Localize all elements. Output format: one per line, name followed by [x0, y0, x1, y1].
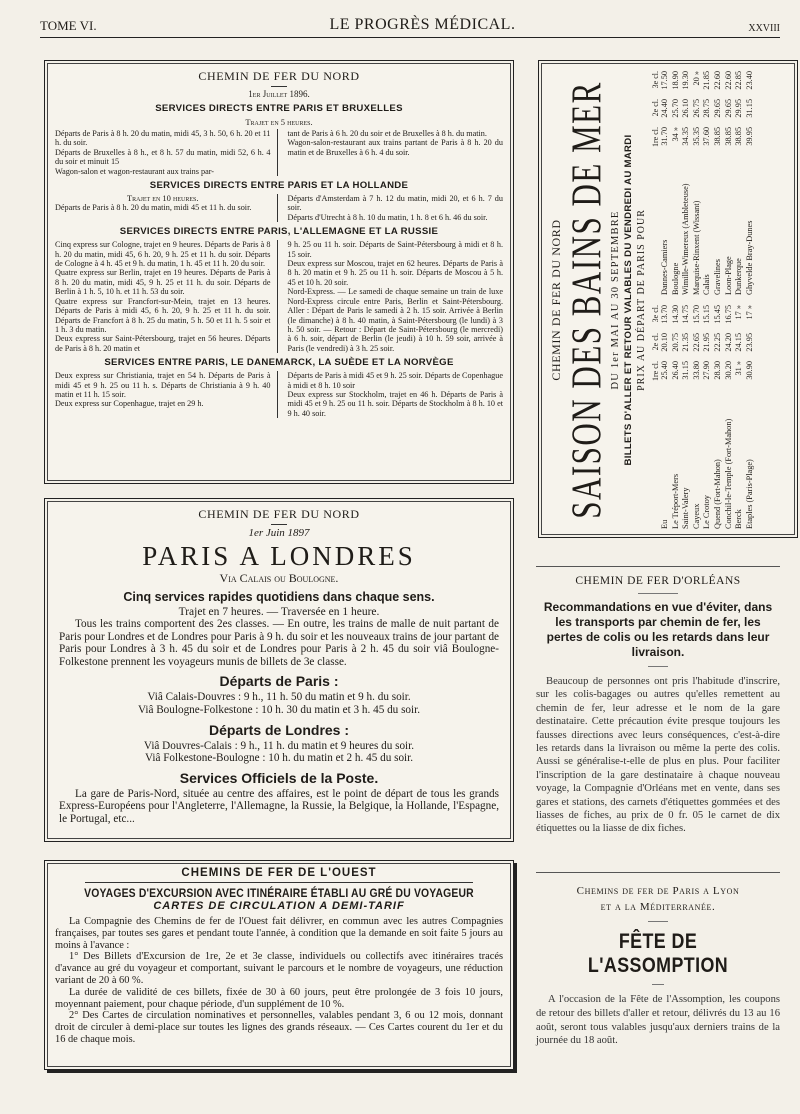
dep-londres-1: Viâ Douvres-Calais : 9 h., 11 h. du matin et 9 heures du soir.: [143, 739, 415, 752]
s3-title: SERVICES DIRECTS ENTRE PARIS, L'ALLEMAGNE ET LA RUSSIE: [119, 226, 439, 238]
destination-name: Wimille-Wimereux (Ambleteuse): [681, 183, 691, 295]
officiels-body: La gare de Paris-Nord, située au centre des affaires, est le point de départ de tous les grands Express-Européens pour l'Angleterre, l'Allemagne, la Russie, la Belgique, la Hollande, l'Espagne, le Portugal, etc...: [59, 787, 499, 825]
price-cell: 19.30: [681, 71, 691, 90]
bains-headline: SAISON DES BAINS DE MER: [562, 81, 610, 519]
destination-name: Quend (Fort-Mahon): [712, 459, 722, 529]
nord-1896-date: 1er Juillet 1896.: [248, 89, 310, 99]
bains-rotated-content: [545, 67, 793, 533]
dep-paris-title: Départs de Paris :: [219, 673, 339, 690]
price-cell: 35.35: [691, 127, 701, 146]
price-cell: 38.85: [723, 127, 733, 146]
price-cell: 30.90: [744, 361, 754, 380]
destination-name: Calais: [702, 274, 712, 295]
s4-right: Départs de Paris à midi 45 et 9 h. 25 soir. Départs de Copenhague à midi et 8 h. 10 soir Deux express sur Stockholm, trajet en 46 h. Départs de Paris à midi 45 et 9 h. 25 ou 11 h. soir. Départs de Stockholm à 8 h. 10 et 9 h. 40 soir.: [287, 371, 503, 418]
price-row: [724, 71, 735, 295]
destination-name: Le Crotoy: [702, 495, 712, 529]
price-row: [681, 305, 692, 529]
s1-left: Départs de Paris à 8 h. 20 du matin, midi 45, 3 h. 50, 6 h. 20 et 11 h. du soir. Départs de Bruxelles à 8 h., et 8 h. 57 du matin, midi 52, 6 h. 4 du soir et minuit 15 Wagon-salon et wagon-restaurant aux trains par-: [55, 129, 278, 176]
nord-1896-title: CHEMIN DE FER DU NORD: [198, 69, 360, 83]
price-row: [734, 305, 745, 529]
price-row: [671, 71, 682, 295]
journal-title: LE PROGRÈS MÉDICAL.: [329, 16, 516, 33]
price-cell: 38.85: [734, 127, 744, 146]
price-cell: 21.35: [681, 333, 691, 352]
plm-notice: [536, 872, 780, 1048]
volume-label: TOME VI.: [40, 18, 97, 33]
s3-right: 9 h. 25 ou 11 h. soir. Départs de Saint-Pétersbourg à midi et 8 h. 15 soir. Deux express sur Moscou, trajet en 62 heures. Départs de Paris à 8 h. 20 matin et 9 h. 25 ou 11 h. soir. Départs de Moscou à 5 h. 45 et 10 h. 20 soir. Nord-Express. — Le samedi de chaque semaine un train de luxe Nord-Express circule entre Paris, Berlin et Saint-Pétersbourg. Aller : Départ de Paris le samedi à 2 h. 15 soir. Arrivée à Berlin (le dimanche) à 8 h. 40 matin, à Saint-Pétersbourg (le lundi) à 3 h. 50 soir. — Retour : Départ de Saint-Pétersbourg (le mercredi) à 6 h. soir, départ de Berlin (le jeudi) à 10 h. 59 soir, arrivée à Paris (le vendredi) à 3 h. 25 soir.: [287, 240, 503, 353]
head-3: 3e cl.: [651, 305, 660, 323]
price-row: [660, 305, 671, 529]
price-cell: 22.85: [734, 71, 744, 90]
orleans-title: CHEMIN DE FER D'ORLÉANS: [575, 575, 741, 587]
bains-price-tables: [651, 67, 755, 533]
head-3: 3e cl.: [651, 71, 660, 89]
price-cell: 34.35: [681, 127, 691, 146]
price-cell: 31.70: [660, 127, 669, 146]
price-row: [692, 305, 703, 529]
destination-name: Cayeux: [691, 503, 701, 529]
destination-name: Ghyvelde Bray-Dunes: [744, 220, 754, 295]
price-cell: 20 »: [691, 71, 701, 86]
londres-date: 1er Juin 1897: [248, 527, 310, 539]
price-cell: 24.40: [660, 99, 669, 118]
price-cell: 26.10: [681, 99, 691, 118]
price-row: [713, 305, 724, 529]
bains-billets: BILLETS D'ALLER ET RETOUR VALABLES DU VENDREDI AU MARDI: [623, 134, 634, 466]
destination-name: Le Tréport-Mers: [670, 473, 680, 529]
price-cell: 31.15: [681, 361, 691, 380]
price-row: [702, 71, 713, 295]
price-cell: 16.75: [723, 305, 733, 324]
price-cell: 15.45: [712, 305, 722, 324]
price-cell: 28.30: [712, 361, 722, 380]
price-row: [692, 71, 703, 295]
price-cell: 38.85: [712, 127, 722, 146]
price-cell: 26.75: [691, 99, 701, 118]
bains-table-right: [651, 71, 755, 295]
ouest-p2: 1° Des Billets d'Excursion de 1re, 2e et 3e classe, individuels ou collectifs avec itinéraires tracés d'avance au gré du voyageur et comportant, suivant le parcours et le nombre de voyageurs, une réduction variant de 20 à 60 %.: [55, 951, 503, 986]
bains-left-rows: [660, 305, 755, 529]
s2-trajet: Trajet en 10 heures.: [126, 193, 199, 204]
destination-name: Berck: [734, 509, 744, 529]
price-cell: 28.75: [702, 99, 712, 118]
plm-title-2: et a la Méditerranée.: [600, 901, 716, 913]
price-cell: 23.40: [744, 71, 754, 90]
s1-right: tant de Paris à 6 h. 20 du soir et de Bruxelles à 8 h. du matin. Wagon-salon-restaurant aux trains partant de Paris à 8 h. 20 du matin et de Bruxelles à 6 h. 4 du soir.: [287, 129, 503, 157]
price-cell: 13.70: [660, 305, 669, 324]
paris-londres-ad: [44, 498, 514, 842]
price-row: [660, 71, 671, 295]
ouest-p3: La durée de validité de ces billets, fixée de 30 à 60 jours, peut être prolongée de 3 fois 10 jours, moyennant paiement, pour chaque période, d'un supplément de 10 %.: [55, 986, 503, 1010]
price-cell: 15.15: [702, 305, 712, 324]
price-cell: 18.90: [670, 71, 680, 90]
price-row: [713, 71, 724, 295]
s1-trajet: Trajet en 5 heures.: [245, 117, 313, 127]
s1-title: SERVICES DIRECTS ENTRE PARIS ET BRUXELLES: [155, 103, 403, 114]
head-2: 2e cl.: [651, 333, 660, 351]
price-cell: 39.95: [744, 127, 754, 146]
price-cell: 29.65: [723, 99, 733, 118]
plm-body: A l'occasion de la Fête de l'Assomption, les coupons de retour des billets d'aller et retour, délivrés du 13 au 16 août, seront tous valables jusqu'aux derniers trains de la journée du 18 août.: [536, 994, 780, 1047]
price-row: [734, 71, 745, 295]
price-cell: 20.10: [660, 333, 669, 352]
price-cell: 22.60: [723, 71, 733, 90]
plm-title-1: Chemins de fer de Paris a Lyon: [576, 885, 740, 897]
londres-via: Via Calais ou Boulogne.: [219, 571, 339, 585]
ouest-p4: 2° Des Cartes de circulation nominatives et personnelles, valables pendant 3, 6 ou 12 mois, donnant droit de circuler à demi-place sur toutes les lignes des grands réseaux. — Ces Cartes courent du 1er et du 16 de chaque mois.: [55, 1010, 503, 1045]
price-row: [671, 305, 682, 529]
price-cell: 30.20: [723, 361, 733, 380]
price-cell: 22.25: [712, 333, 722, 352]
price-row: [724, 305, 735, 529]
destination-name: Dannes-Camiers: [660, 239, 669, 295]
londres-services: Cinq services rapides quotidiens dans chaque sens.: [123, 590, 435, 604]
destination-name: Conchil-le-Temple (Fort-Mahon): [723, 418, 733, 529]
officiels-title: Services Officiels de la Poste.: [179, 769, 379, 786]
plm-headline: FÊTE DE L'ASSOMPTION: [587, 930, 729, 977]
head-1: 1re cl.: [651, 127, 660, 147]
price-cell: 37.60: [702, 127, 712, 146]
s2-left: Départs de Paris à 8 h. 20 du matin, midi 45 et 11 h. du soir.: [55, 203, 252, 213]
price-row: [745, 71, 756, 295]
destination-name: Dunkerque: [734, 258, 744, 295]
dep-paris-1: Viâ Calais-Douvres : 9 h., 11 h. 50 du matin et 9 h. du soir.: [147, 691, 411, 704]
price-cell: 31.15: [744, 99, 754, 118]
price-cell: 14.75: [681, 305, 691, 324]
s4-title: SERVICES ENTRE PARIS, LE DANEMARCK, LA SUÈDE ET LA NORVÈGE: [104, 357, 454, 369]
destination-name: Loon-Plage: [723, 256, 733, 295]
ouest-subtitle: CARTES DE CIRCULATION A DEMI-TARIF: [153, 900, 405, 912]
destination-name: Marquise-Rinxent (Wissant): [691, 200, 701, 295]
page-number: XXVIII: [748, 23, 780, 34]
s2-right: Départs d'Amsterdam à 7 h. 12 du matin, midi 20, et 6 h. 7 du soir. Départs d'Utrecht à 8 h. 10 du matin, 1 h. 8 et 6 h. 46 du soir.: [287, 194, 503, 222]
price-cell: 29.95: [734, 99, 744, 118]
dep-paris-2: Viâ Boulogne-Folkestone : 10 h. 30 du matin et 3 h. 45 du soir.: [137, 703, 421, 716]
price-cell: 17 »: [734, 305, 744, 320]
price-cell: 25.70: [670, 99, 680, 118]
orleans-headline: Recommandations en vue d'éviter, dans les transports par chemin de fer, les pertes de colis ou les retards dans leur livraison.: [543, 600, 773, 659]
bains-left-head: [651, 305, 660, 529]
price-cell: 22.60: [712, 71, 722, 90]
ouest-headline: VOYAGES D'EXCURSION AVEC ITINÉRAIRE ÉTABLI AU GRÉ DU VOYAGEUR: [84, 886, 474, 900]
page-header: [40, 10, 780, 38]
destination-name: Saint-Valery: [681, 487, 691, 529]
price-cell: 17.50: [660, 71, 669, 90]
bains-company: CHEMIN DE FER DU NORD: [549, 219, 563, 381]
destination-name: Eu: [660, 519, 669, 529]
price-cell: 21.85: [702, 71, 712, 90]
price-cell: 14.30: [670, 305, 680, 324]
bains-period: DU 1er MAI AU 30 SEPTEMBRE: [610, 210, 621, 390]
londres-body: Tous les trains comportent des 2es classes. — En outre, les trains de malle de nuit partant de Paris pour Londres et de Londres pour Paris à 9 h. du soir et les nouveaux trains de jour partant de Paris pour Londres à 3 h. 45 du soir et de Londres pour Paris à 2 h. 45 du soir viâ Boulogne-Folkestone prennent les voyageurs munis de billets de 3e classe.: [59, 618, 499, 668]
price-cell: 29.65: [712, 99, 722, 118]
nord-1896-ad: [44, 60, 514, 484]
price-row: [745, 305, 756, 529]
head-2: 2e cl.: [651, 99, 660, 117]
price-cell: 25.40: [660, 361, 669, 380]
destination-name: Etaples (Paris-Plage): [744, 459, 754, 529]
dep-londres-2: Viâ Folkestone-Boulogne : 10 h. du matin et 2 h. 45 du soir.: [144, 752, 414, 765]
ouest-ad: [44, 860, 514, 1070]
price-cell: 15.70: [691, 305, 701, 324]
price-cell: 22.65: [691, 333, 701, 352]
price-row: [681, 71, 692, 295]
bains-prix-title: PRIX AU DÉPART DE PARIS POUR: [636, 209, 647, 391]
bains-table-left: [651, 305, 755, 529]
dep-londres-title: Départs de Londres :: [208, 721, 350, 738]
ouest-title: CHEMINS DE FER DE L'OUEST: [181, 867, 377, 879]
destination-name: Boulogne: [670, 262, 680, 295]
price-cell: 33.80: [691, 361, 701, 380]
price-cell: 21.95: [702, 333, 712, 352]
londres-trajet: Trajet en 7 heures. — Traversée en 1 heure.: [178, 606, 380, 618]
price-cell: 24.20: [723, 333, 733, 352]
londres-headline: PARIS A LONDRES: [142, 541, 416, 571]
price-cell: 34 »: [670, 127, 680, 142]
orleans-body: Beaucoup de personnes ont pris l'habitude d'inscrire, sur les colis-bagages ou autres qu'elles remettent au chemin de fer, leur adresse et le nom de la gare destinataire. Cette précaution évite presque toujours les fausses directions avec leurs conséquences, c'est-à-dire les retards dans la livraison ou même la perte des colis. Aussi se généralise-t-elle de plus en plus. Pour faciliter l'inscription de la gare destinataire à chaque nouveau voyage, la Compagnie d'Orléans met en vente, dans ses gares et stations, des carnets d'étiquettes gommées et des liasses de fiches, au prix de 0 fr. 05 le carnet de dix étiquettes ou la liasse de dix fiches.: [536, 676, 780, 835]
price-row: [702, 305, 713, 529]
price-cell: 20.75: [670, 333, 680, 352]
ouest-p1: La Compagnie des Chemins de fer de l'Ouest fait délivrer, en commun avec les autres Compagnies françaises, par toutes ses gares et pendant toute l'année, à condition que la demande en soit faite 5 jours au moins à l'avance :: [55, 916, 503, 951]
price-cell: 26.40: [670, 361, 680, 380]
price-cell: 27.90: [702, 361, 712, 380]
s4-left: Deux express sur Christiania, trajet en 54 h. Départs de Paris à midi 45 et 9 h. 25 ou 11 h. s. Départs de Christiania à 9 h. 40 matin et 11 h. 15 soir. Deux express sur Copenhague, trajet en 29 h.: [55, 371, 278, 418]
londres-company: CHEMIN DE FER DU NORD: [198, 507, 360, 521]
s3-left: Cinq express sur Cologne, trajet en 9 heures. Départs de Paris à 8 h. 20 du matin, midi 45, 6 h. 20, 9 h. 25 et 11 h. du soir. Départs de Cologne à 4 h. 45 et 9 h. du matin, 1 h. 45 et 11 h. 20 du soir. Quatre express sur Berlin, trajet en 19 heures. Départs de Paris à 8 h. 20 du matin, midi 45, 9 h. 25 et 11 h. du soir. Départs de Berlin à 1 h. 5, 10 h. et 11 h. 53 du soir. Quatre express sur Francfort-sur-Mein, trajet en 13 heures. Départs de Paris à midi 45, 6 h. 20, 9 h. 25 et 11 h. du soir. Départs de Francfort à 8 h. 25 du matin, 5 h. 50 et 11 h. 5 soir et 1 h. 3 du matin. Deux express sur Saint-Pétersbourg, trajet en 56 heures. Départs de Paris à 8 h. 20 matin et: [55, 240, 278, 353]
price-cell: 23.95: [744, 333, 754, 352]
destination-name: Gravelines: [712, 259, 722, 295]
bains-de-mer-ad: [538, 60, 798, 538]
head-1: 1re cl.: [651, 361, 660, 381]
price-cell: 24.15: [734, 333, 744, 352]
bains-right-head: [651, 71, 660, 295]
price-cell: 31 »: [734, 361, 744, 376]
price-cell: 17 »: [744, 305, 754, 320]
s2-title: SERVICES DIRECTS ENTRE PARIS ET LA HOLLANDE: [149, 180, 409, 192]
bains-right-rows: [660, 71, 755, 295]
orleans-notice: [536, 566, 780, 836]
